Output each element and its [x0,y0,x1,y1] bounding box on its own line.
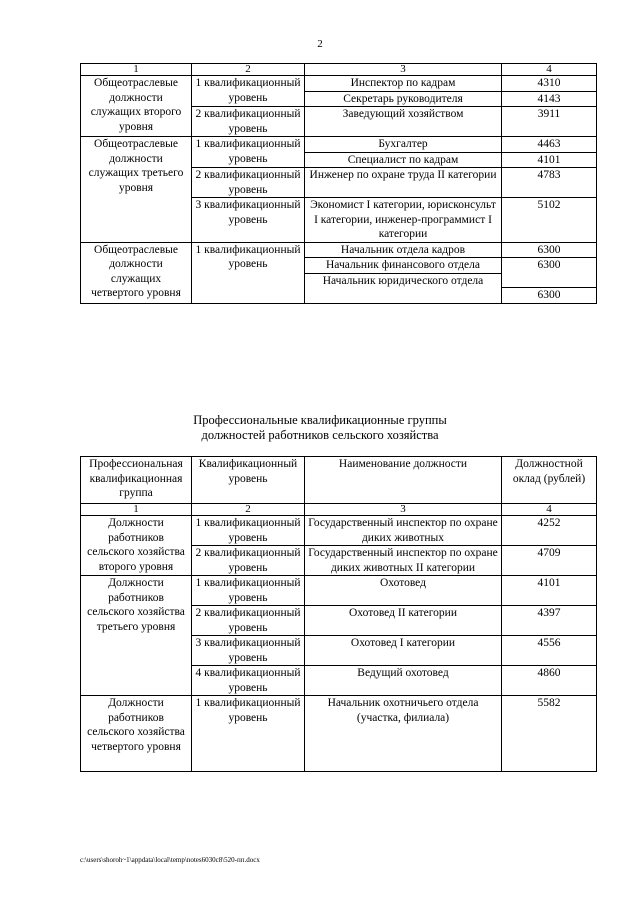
salary-value: 4556 [502,636,597,666]
level-cell: 2 квалификационный уровень [192,606,305,636]
salary-value: 4860 [502,666,597,696]
salary-value: 4310 [537,77,561,89]
position-title: Заведующий хозяйством [305,107,502,137]
salary-cell [502,76,597,107]
salary-cell [502,137,597,168]
table-row [81,137,597,168]
index-cell: 3 [305,504,502,516]
table-header-row [81,457,597,504]
table-row [81,242,597,303]
position-title: Охотовед [305,576,502,606]
position-title: Охотовед I категории [305,636,502,666]
index-cell: 1 [81,504,192,516]
table-row [81,576,597,606]
salary-value: 4397 [502,606,597,636]
table-row [81,516,597,546]
table-row [81,696,597,772]
position-title: Начальник юридического отдела [305,273,501,289]
group-cell: Общеотраслевые должности служащих второго уровня [81,76,192,137]
position-title: Специалист по кадрам [305,152,501,168]
table-general-positions [80,63,597,304]
salary-value: 3911 [502,107,597,137]
level-cell: 4 квалификационный уровень [192,666,305,696]
index-cell: 4 [502,504,597,516]
position-title: Государственный инспектор по охране диких животных [305,516,502,546]
position-title: Инспектор по кадрам [350,77,456,89]
index-cell: 2 [192,64,305,76]
section-heading-line: должностей работников сельского хозяйства [201,428,439,442]
salary-value: 6300 [502,257,596,287]
position-title: Инженер по охране труда II категории [305,168,502,198]
position-cell [305,242,502,303]
position-cell [305,76,502,107]
salary-value: 6300 [502,287,596,303]
table-index-row [81,504,597,516]
file-path-footer: c:\users\shoroh~1\appdata\local\temp\notes6030c8\520-пп.docx [80,856,260,864]
index-cell: 1 [81,64,192,76]
column-header: Должностной оклад (рублей) [502,457,597,504]
position-title: Начальник охотничьего отдела (участка, филиала) [305,696,502,772]
column-header: Наименование должности [305,457,502,504]
table-row [81,76,597,107]
salary-cell [502,242,597,303]
salary-value: 4463 [537,138,561,150]
table-agriculture-positions [80,456,597,772]
salary-value: 4143 [502,91,596,107]
group-cell: Должности работников сельского хозяйства четвертого уровня [81,696,192,772]
level-cell: 1 квалификационный уровень [192,696,305,772]
position-title: Ведущий охотовед [305,666,502,696]
position-title: Охотовед II категории [305,606,502,636]
salary-value: 5582 [502,696,597,772]
salary-value: 6300 [537,243,561,256]
level-cell: 1 квалификационный уровень [192,516,305,546]
salary-value: 5102 [502,198,597,243]
column-header: Профессиональная квалификационная группа [81,457,192,504]
salary-value: 4709 [502,546,597,576]
position-title: Начальник финансового отдела [305,257,501,273]
position-title: Начальник отдела кадров [340,243,466,256]
level-cell: 1 квалификационный уровень [192,576,305,606]
level-cell: 3 квалификационный уровень [192,198,305,243]
section-heading-line: Профессиональные квалификационные группы [193,413,447,427]
level-cell: 2 квалификационный уровень [192,107,305,137]
index-cell: 2 [192,504,305,516]
position-cell [305,137,502,168]
level-cell: 1 квалификационный уровень [192,76,305,107]
salary-value: 4101 [502,576,597,606]
column-header: Квалификационный уровень [192,457,305,504]
index-cell: 4 [502,64,597,76]
salary-value: 4252 [502,516,597,546]
position-title: Государственный инспектор по охране диких животных II категории [305,546,502,576]
position-title: Секретарь руководителя [305,91,501,107]
salary-value: 4783 [502,168,597,198]
salary-value: 4101 [502,152,596,168]
position-title: Экономист I категории, юрисконсульт I категории, инженер-программист I категории [305,198,502,243]
position-title: Бухгалтер [378,138,428,150]
level-cell: 2 квалификационный уровень [192,546,305,576]
level-cell: 2 квалификационный уровень [192,168,305,198]
group-cell: Общеотраслевые должности служащих третьего уровня [81,137,192,243]
table-index-row [81,64,597,76]
group-cell: Должности работников сельского хозяйства второго уровня [81,516,192,576]
section-heading [0,413,640,443]
group-cell: Должности работников сельского хозяйства третьего уровня [81,576,192,696]
page-number: 2 [317,38,323,50]
group-cell: Общеотраслевые должности служащих четвертого уровня [81,242,192,303]
index-cell: 3 [305,64,502,76]
level-cell: 1 квалификационный уровень [192,137,305,168]
level-cell: 1 квалификационный уровень [192,242,305,303]
level-cell: 3 квалификационный уровень [192,636,305,666]
